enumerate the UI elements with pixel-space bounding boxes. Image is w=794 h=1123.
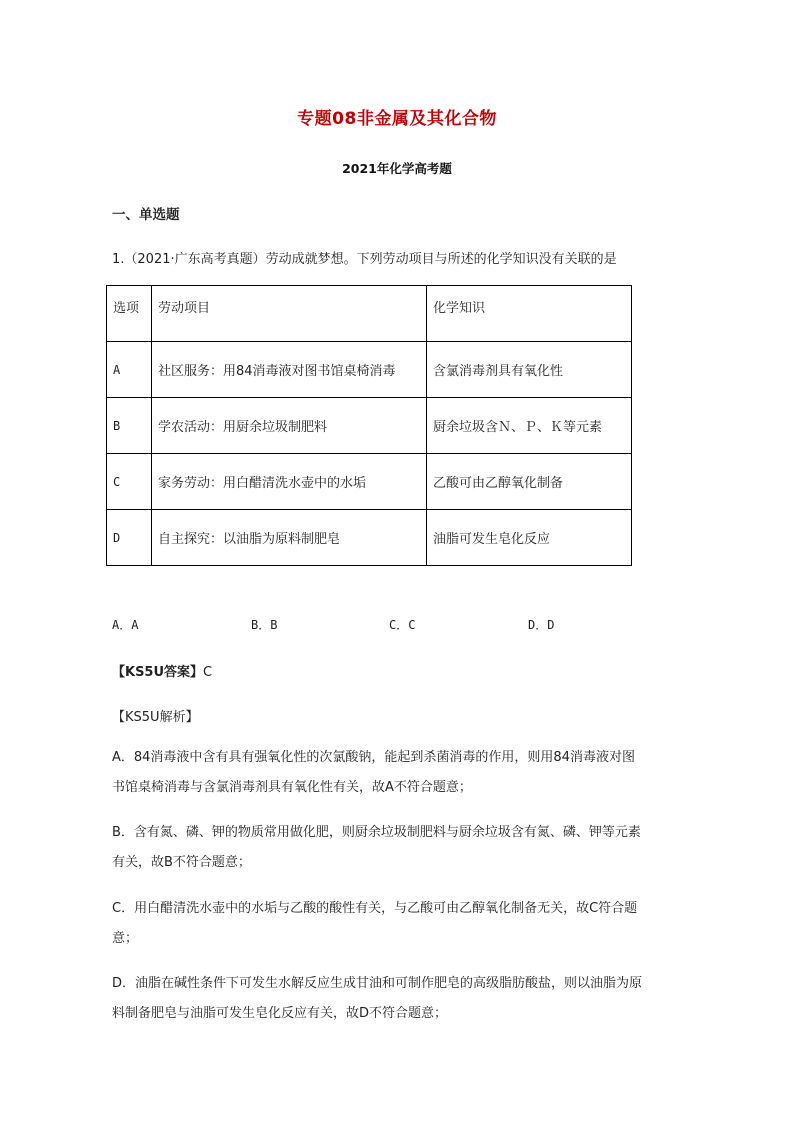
analysis-paragraph-a (112, 743, 682, 803)
table-row (107, 454, 632, 510)
table-cell-option: B (107, 398, 152, 454)
table-cell-option: D (107, 510, 152, 566)
choice-c: C．C (389, 618, 416, 632)
choice-d: D．D (528, 618, 555, 632)
document-subtitle: 2021年化学高考题 (342, 161, 452, 176)
choice-a: A．A (112, 618, 139, 632)
table-cell-option: A (107, 342, 152, 398)
analysis-line: 书馆桌椅消毒与含氯消毒剂具有氧化性有关，故A不符合题意； (112, 780, 472, 795)
analysis-line: 有关，故B不符合题意； (112, 855, 251, 870)
analysis-line: D．油脂在碱性条件下可发生水解反应生成甘油和可制作肥皂的高级脂肪酸盐，则以油脂为原 (112, 976, 643, 991)
analysis-paragraph-d (112, 969, 682, 1029)
table-cell-knowledge: 乙酸可由乙醇氧化制备 (427, 454, 632, 510)
table-cell-knowledge: 厨余垃圾含Ｎ、Ｐ、Ｋ等元素 (427, 398, 632, 454)
table-header-project: 劳动项目 (152, 286, 427, 342)
analysis-label: 【KS5U解析】 (112, 710, 199, 725)
table-row (107, 510, 632, 566)
section-heading: 一、单选题 (112, 207, 180, 223)
analysis-paragraph-b (112, 818, 682, 878)
answer-line (112, 661, 212, 680)
table-cell-project: 学农活动：用厨余垃圾制肥料 (152, 398, 427, 454)
analysis-line: C．用白醋清洗水壶中的水垢与乙酸的酸性有关，与乙酸可由乙醇氧化制备无关，故C符合题 (112, 901, 638, 916)
document-title: 专题08非金属及其化合物 (297, 109, 497, 129)
table-cell-knowledge: 油脂可发生皂化反应 (427, 510, 632, 566)
table-cell-knowledge: 含氯消毒剂具有氧化性 (427, 342, 632, 398)
answer-label: 【KS5U答案】 (112, 665, 204, 680)
table-cell-option: C (107, 454, 152, 510)
answer-value: C (203, 665, 213, 680)
table-row (107, 398, 632, 454)
analysis-paragraph-c (112, 894, 682, 954)
analysis-line: 料制备肥皂与油脂可发生皂化反应有关，故D不符合题意； (112, 1006, 448, 1021)
table-cell-project: 自主探究：以油脂为原料制肥皂 (152, 510, 427, 566)
table-header-option: 选项 (107, 286, 152, 342)
choice-b: B．B (251, 618, 278, 632)
table-row (107, 342, 632, 398)
analysis-line: 意； (112, 931, 139, 946)
table-header-knowledge: 化学知识 (427, 286, 632, 342)
table-header-row (107, 286, 632, 342)
table-cell-project: 社区服务：用84消毒液对图书馆桌椅消毒 (152, 342, 427, 398)
table-cell-project: 家务劳动：用白醋清洗水壶中的水垢 (152, 454, 427, 510)
question-text: 1.（2021·广东高考真题）劳动成就梦想。下列劳动项目与所述的化学知识没有关联的是 (112, 252, 617, 267)
analysis-line: A．84消毒液中含有具有强氧化性的次氯酸钠，能起到杀菌消毒的作用，则用84消毒液对图 (112, 750, 635, 765)
question-table (106, 285, 632, 566)
analysis-line: B．含有氮、磷、钾的物质常用做化肥，则厨余垃圾制肥料与厨余垃圾含有氮、磷、钾等元素 (112, 825, 641, 840)
